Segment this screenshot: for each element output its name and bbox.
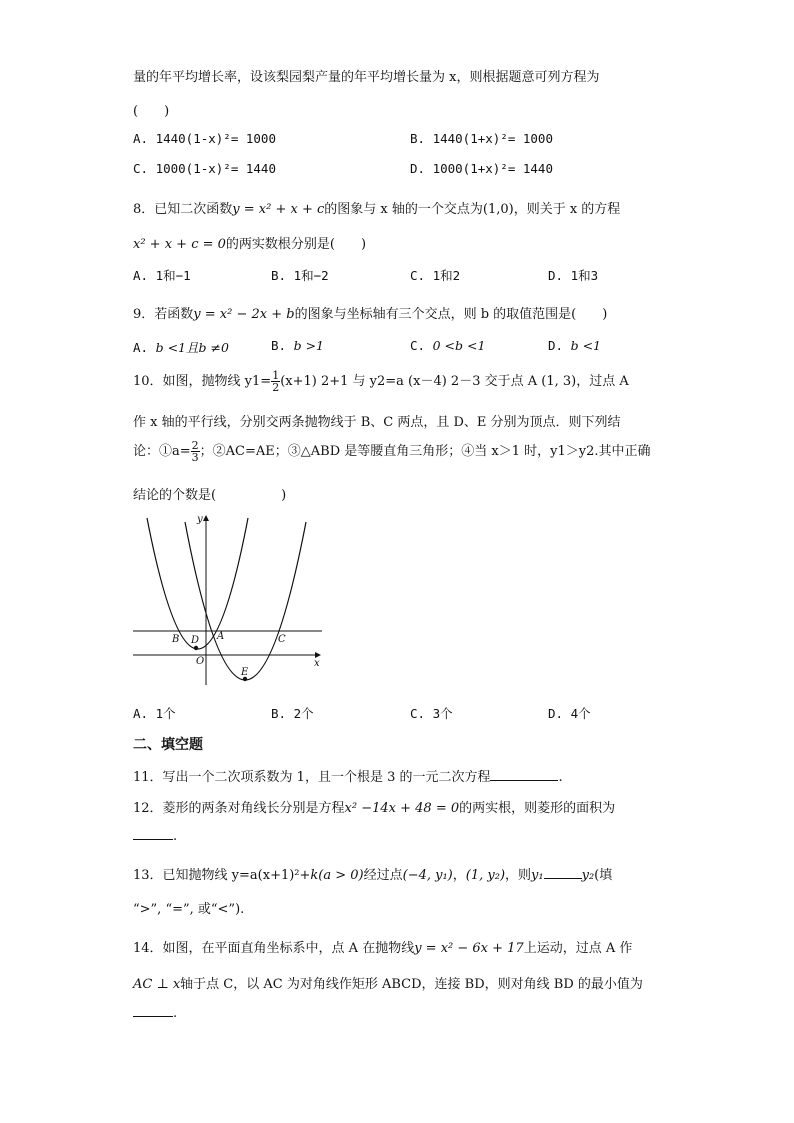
q8-function: y = x² + x + c bbox=[232, 202, 325, 217]
parabola-y1 bbox=[147, 518, 248, 649]
q9-option-d: D. b <1 bbox=[548, 338, 601, 353]
q8-mid: 的图象与 x 轴的一个交点为 bbox=[324, 202, 483, 217]
q7-option-a: A. 1440(1-x)²= 1000 bbox=[133, 131, 276, 146]
label-e: E bbox=[241, 667, 249, 678]
q11-text: 11．写出一个二次项系数为 1，且一个根是 3 的一元二次方程 . bbox=[133, 770, 563, 785]
q13-text-line2: “>”, “=”, 或“<”). bbox=[133, 902, 245, 917]
q10-text-line2: 作 x 轴的平行线，分别交两条抛物线于 B、C 两点，且 D、E 分别为顶点．则下列结 bbox=[133, 415, 621, 430]
q10-text-line1: 10．如图，抛物线 y1= $\frac{1}{2}$ (x+1) 2+1 与 y2=a (x－4) 2－3 交于点 A (1, 3)，过点 A bbox=[133, 369, 629, 394]
q12-equation: x² −14x + 48 = 0 bbox=[344, 801, 460, 816]
q7-option-d: D. 1000(1+x)²= 1440 bbox=[410, 161, 553, 176]
q9-post: 的图象与坐标轴有三个交点，则 b 的取值范围是( ) bbox=[294, 307, 608, 322]
q14-answer-blank[interactable] bbox=[133, 1004, 173, 1017]
q11-answer-blank[interactable] bbox=[490, 768, 558, 781]
q8-option-b: B. 1和−2 bbox=[271, 268, 329, 283]
vertex-d-dot bbox=[194, 646, 198, 650]
q7-bracket: ( ) bbox=[133, 104, 170, 119]
q7-text-line1: 量的年平均增长率，设该梨园梨产量的年平均增长量为 x，则根据题意可列方程为 bbox=[133, 70, 600, 85]
label-c: C bbox=[278, 634, 286, 645]
section-fill-in-title: 二、填空题 bbox=[133, 737, 203, 753]
q12-text-line1: 12．菱形的两条对角线长分别是方程x² −14x + 48 = 0的两实根，则菱形的面积为 bbox=[133, 801, 616, 816]
q8-option-d: D. 1和3 bbox=[548, 268, 599, 283]
q9-option-c: C. 0 <b <1 bbox=[410, 338, 486, 353]
q12-answer-blank[interactable] bbox=[133, 827, 173, 840]
q8-point: (1,0) bbox=[482, 202, 514, 217]
q10-option-a: A. 1个 bbox=[133, 706, 176, 721]
q8-prefix: 8．已知二次函数 bbox=[133, 202, 233, 217]
q8-option-c: C. 1和2 bbox=[410, 268, 461, 283]
q14-text-line3: . bbox=[133, 1004, 177, 1021]
q10-parabola-graph bbox=[130, 510, 330, 690]
q8-line2-post: 的两实数根分别是( ) bbox=[225, 237, 367, 252]
q12-text-line2: . bbox=[133, 827, 177, 844]
q10-text-line3: 论：①a= $\frac{2}{3}$ ；②AC=AE；③△ABD 是等腰直角三角形；④当 x＞1 时，y1＞y2.其中正确 bbox=[133, 439, 651, 464]
q8-option-a: A. 1和−1 bbox=[133, 268, 191, 283]
q10-option-b: B. 2个 bbox=[271, 706, 314, 721]
q8-text-line2 bbox=[133, 233, 366, 252]
q9-prefix: 9．若函数 bbox=[133, 307, 194, 322]
q7-option-c: C. 1000(1-x)²= 1440 bbox=[133, 161, 276, 176]
q10-option-c: C. 3个 bbox=[410, 706, 453, 721]
q7-option-b: B. 1440(1+x)²= 1000 bbox=[410, 131, 553, 146]
q8-equation: x² + x + c = 0 bbox=[133, 237, 226, 252]
label-a: A bbox=[217, 631, 225, 642]
q14-function: y = x² − 6x + 17 bbox=[414, 941, 524, 956]
q8-post: ，则关于 x 的方程 bbox=[513, 202, 621, 217]
q9-option-a: A. b <1且b ≠0 bbox=[133, 340, 229, 355]
q8-text-line1 bbox=[133, 198, 620, 217]
q13-text-line1: 13．已知抛物线 y=a(x+1)²+k(a > 0)经过点(−4, y₁)，(1, y₂)，则y₁ y₂(填 bbox=[133, 868, 613, 883]
label-x: x bbox=[314, 658, 320, 669]
label-b: B bbox=[172, 634, 180, 645]
q9-option-b: B. b >1 bbox=[271, 338, 324, 353]
q14-text-line2: AC ⊥ x轴于点 C，以 AC 为对角线作矩形 ABCD，连接 BD，则对角线 BD 的最小值为 bbox=[133, 977, 643, 992]
q10-option-d: D. 4个 bbox=[548, 706, 591, 721]
label-y: y bbox=[197, 514, 203, 525]
label-o: O bbox=[196, 656, 205, 667]
q10-fraction-half: $\frac{1}{2}$ bbox=[272, 369, 280, 394]
q10-fraction-a: $\frac{2}{3}$ bbox=[191, 439, 199, 464]
q9-function: y = x² − 2x + b bbox=[193, 307, 295, 322]
q13-answer-blank[interactable] bbox=[544, 866, 582, 879]
q10-text-line4: 结论的个数是( ) bbox=[133, 488, 287, 503]
q9-text bbox=[133, 303, 607, 322]
label-d: D bbox=[191, 635, 200, 646]
q14-text-line1: 14．如图，在平面直角坐标系中，点 A 在抛物线y = x² − 6x + 17上运动，过点 A 作 bbox=[133, 941, 633, 956]
